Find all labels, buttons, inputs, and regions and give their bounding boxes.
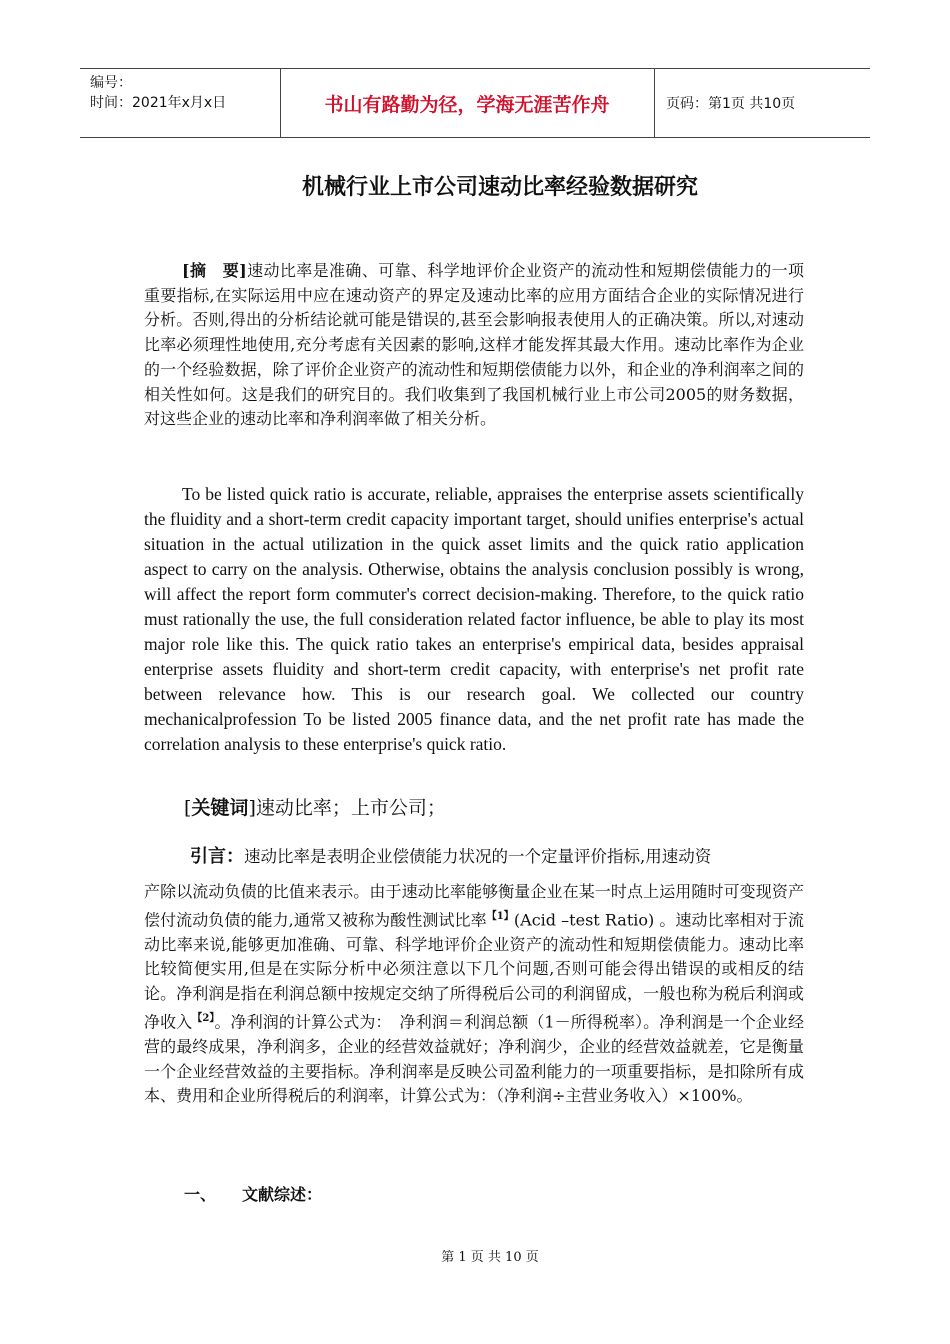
reference-1: 【1】	[486, 910, 514, 922]
intro-first-line	[190, 845, 804, 870]
reference-2: 【2】	[192, 1012, 215, 1024]
document-number: 编号：	[90, 75, 132, 91]
document-date: 时间：2021年x月x日	[90, 95, 227, 111]
keywords-label: 关键词	[191, 797, 249, 819]
intro-first-line-text: 速动比率是表明企业偿债能力状况的一个定量评价指标,用速动资	[244, 847, 712, 866]
section-number: 一、	[184, 1185, 217, 1204]
header-page-number: 页码：第1页 共10页	[666, 96, 796, 112]
header-motto: 书山有路勤为径，学海无涯苦作舟	[324, 93, 610, 116]
header-table	[80, 68, 870, 138]
section-title: 文献综述：	[242, 1185, 323, 1204]
intro-text-b: (Acid –test Ratio) 。速动比率相对于流动比率来说,能够更加准确、可靠、科学地评价企业资产的流动性和短期偿债能力。速动比率比较简便实用,但是在实际分析中必须注意以下几个问题,否则可能会得出错误的或相反的结论。净利润是指在利润总额中按规定交纳了所得税后公司的利润留成，一般也称为税后利润或净收入	[144, 910, 804, 1032]
intro-label: 引言：	[190, 846, 244, 867]
english-abstract: To be listed quick ratio is accurate, reliable, appraises the enterprise assets scientifically the fluidity and a short-term credit capacity important target, should unifies enterprise's actual situation in the actual utilization in the quick asset limits and the quick ratio application aspect to carry on the analysis. Otherwise, obtains the analysis conclusion possibly is wrong, will affect the report form commuter's correct decision-making. Therefore, to the quick ratio must rationally the use, the full consideration related factor influence, be able to play its most major role like this. The quick ratio takes an enterprise's empirical data, besides appraisal enterprise assets fluidity and short-term credit capacity, with enterprise's net profit rate between relevance how. This is our research goal. We collected our country mechanicalprofession To be listed 2005 finance data, and the net profit rate has made the correlation analysis to these enterprise's quick ratio.	[144, 484, 804, 754]
header-meta	[90, 73, 226, 113]
abstract-text: 速动比率是准确、可靠、科学地评价企业资产的流动性和短期偿债能力的一项重要指标,在实际运用中应在速动资产的界定及速动比率的应用方面结合企业的实际情况进行分析。否则,得出的分析结论就可能是错误的,甚至会影响报表使用人的正确决策。所以,对速动比率必须理性地使用,充分考虑有关因素的影响,这样才能发挥其最大作用。速动比率作为企业的一个经验数据，除了评价企业资产的流动性和短期偿债能力以外，和企业的净利润率之间的相关性如何。这是我们的研究目的。我们收集到了我国机械行业上市公司2005的财务数据，对这些企业的速动比率和净利润率做了相关分析。	[144, 261, 804, 429]
intro-text-a: 产除以流动负债的比值来表示。由于速动比率能够衡量企业在某一时点上运用随时可变现资产偿付流动负债的能力,通常又被称为酸性测试比率	[144, 882, 804, 930]
keywords-bracket-close: ]	[248, 797, 256, 819]
intro-text-c: 。净利润的计算公式为： 净利润＝利润总额（1－所得税率）。净利润是一个企业经营的最终成果，净利润多，企业的经营效益就好；净利润少，企业的经营效益就差，它是衡量一个企业经营效益的主要指标。净利润率是反映公司盈利能力的一项重要指标，是扣除所有成本、费用和企业所得税后的利润率，计算公式为：（净利润÷主营业务收入）×100%。	[144, 1012, 804, 1106]
header-divider	[654, 69, 655, 137]
intro-paragraph	[144, 880, 804, 1109]
keywords-text: 速动比率；上市公司；	[255, 797, 446, 819]
abstract-label: [摘 要]	[182, 261, 247, 280]
keywords-bracket-open: [	[184, 797, 192, 819]
section-heading	[184, 1182, 322, 1205]
page-footer: 第 1 页 共 10 页	[441, 1250, 539, 1265]
document-title: 机械行业上市公司速动比率经验数据研究	[301, 175, 698, 200]
chinese-abstract	[144, 259, 804, 432]
keywords	[184, 793, 446, 820]
